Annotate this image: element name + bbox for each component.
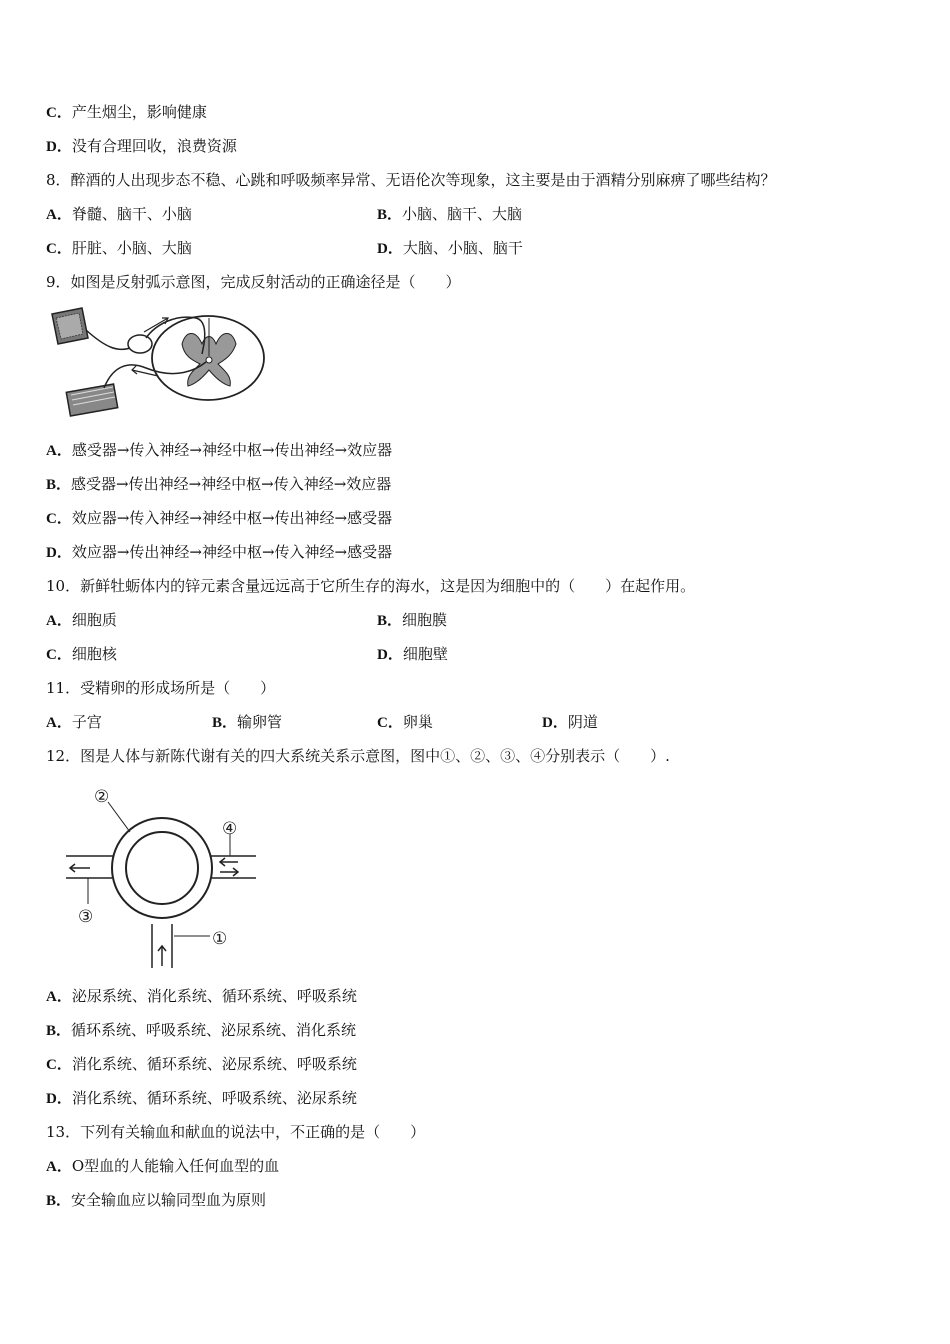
option-text: 小脑、脑干、大脑 [402,205,523,223]
q12-option-b [46,1020,356,1041]
q11-option-a [46,712,102,733]
q8-option-b [377,204,522,225]
q10-option-a [46,610,117,631]
ganglion [128,335,152,353]
question-9-stem: 9．如图是反射弧示意图，完成反射活动的正确途径是（ ） [46,273,461,291]
option-letter: B． [377,613,403,629]
q11-option-c [377,712,433,733]
option-letter: D． [377,241,403,257]
option-text: O型血的人能输入任何血型的血 [71,1157,280,1175]
effector-muscle [66,384,117,416]
four-systems-figure [60,782,260,972]
option-letter: C． [46,241,72,257]
question-11-stem: 11．受精卵的形成场所是（ ） [46,679,276,697]
option-text: 细胞核 [71,645,117,663]
q12-option-d [46,1088,357,1109]
option-letter: B． [377,207,403,223]
option-letter: D． [46,139,72,155]
option-text: 输卵管 [237,713,283,731]
q9-option-a [46,440,392,461]
label-4: ④ [222,819,238,839]
arrow-icon [220,858,238,866]
q9-option-b [46,474,391,495]
prev-option-d [46,136,237,157]
option-text: 肝脏、小脑、大脑 [71,239,192,257]
option-text: 阴道 [567,713,598,731]
option-letter: A． [46,989,72,1005]
option-text: 卵巢 [402,713,433,731]
option-text: 泌尿系统、消化系统、循环系统、呼吸系统 [71,987,357,1005]
arrow-icon [70,864,90,872]
option-letter: A． [46,207,72,223]
option-text: 感受器→传出神经→神经中枢→传入神经→效应器 [71,475,392,493]
option-letter: D． [377,647,403,663]
option-letter: B． [46,477,72,493]
reflex-arc-figure [46,304,268,420]
label-2: ② [94,787,110,807]
option-text: 感受器→传入神经→神经中枢→传出神经→效应器 [71,441,393,459]
option-letter: C． [46,105,72,121]
option-letter: C． [46,647,72,663]
question-10-stem: 10．新鲜牡蛎体内的锌元素含量远远高于它所生存的海水，这是因为细胞中的（ ）在起作用。 [46,577,696,595]
option-text: 子宫 [71,713,102,731]
receptor-patch [52,308,88,344]
option-text: 消化系统、循环系统、呼吸系统、泌尿系统 [71,1089,357,1107]
q8-option-d [377,238,523,259]
question-12-stem: 12．图是人体与新陈代谢有关的四大系统关系示意图，图中①、②、③、④分别表示（ ）. [46,747,670,765]
option-letter: B． [46,1193,72,1209]
option-text: 脊髓、脑干、小脑 [71,205,192,223]
q13-option-a [46,1156,279,1177]
option-letter: B． [212,715,238,731]
q11-option-d [542,712,598,733]
option-text: 细胞质 [71,611,117,629]
question-13-stem: 13．下列有关输血和献血的说法中，不正确的是（ ） [46,1123,426,1141]
option-text: 安全输血应以输同型血为原则 [71,1191,267,1209]
option-letter: B． [46,1023,72,1039]
prev-option-c [46,102,207,123]
q11-option-b [212,712,282,733]
q10-option-d [377,644,448,665]
option-letter: D． [46,1091,72,1107]
option-letter: A． [46,443,72,459]
q8-option-a [46,204,192,225]
option-text: 细胞壁 [402,645,448,663]
option-text: 效应器→传入神经→神经中枢→传出神经→感受器 [71,509,393,527]
q13-option-b [46,1190,266,1211]
option-text: 消化系统、循环系统、泌尿系统、呼吸系统 [71,1055,357,1073]
question-8-stem: 8．醉酒的人出现步态不稳、心跳和呼吸频率异常、无语伦次等现象，这主要是由于酒精分别麻痹了哪些结构？ [46,171,776,189]
option-letter: A． [46,613,72,629]
option-letter: D． [542,715,568,731]
spinal-cord [152,316,264,400]
option-text: 没有合理回收，浪费资源 [71,137,237,155]
q10-option-b [377,610,447,631]
q9-option-c [46,508,392,529]
option-letter: A． [46,1159,72,1175]
q12-option-a [46,986,357,1007]
option-letter: D． [46,545,72,561]
q12-option-c [46,1054,357,1075]
option-text: 效应器→传出神经→神经中枢→传入神经→感受器 [71,543,393,561]
option-text: 大脑、小脑、脑干 [402,239,523,257]
q8-option-c [46,238,192,259]
inner-ring [126,832,198,904]
q9-option-d [46,542,392,563]
afferent-nerve [86,330,130,349]
option-letter: C． [377,715,403,731]
arrow-icon [220,868,238,876]
option-letter: A． [46,715,72,731]
option-letter: C． [46,1057,72,1073]
option-text: 循环系统、呼吸系统、泌尿系统、消化系统 [71,1021,357,1039]
label-3: ③ [78,907,94,927]
option-text: 细胞膜 [402,611,448,629]
option-text: 产生烟尘，影响健康 [71,103,207,121]
arrow-icon [144,318,168,332]
option-letter: C． [46,511,72,527]
label-1: ① [212,929,228,949]
q10-option-c [46,644,117,665]
arrow-icon [158,946,166,966]
